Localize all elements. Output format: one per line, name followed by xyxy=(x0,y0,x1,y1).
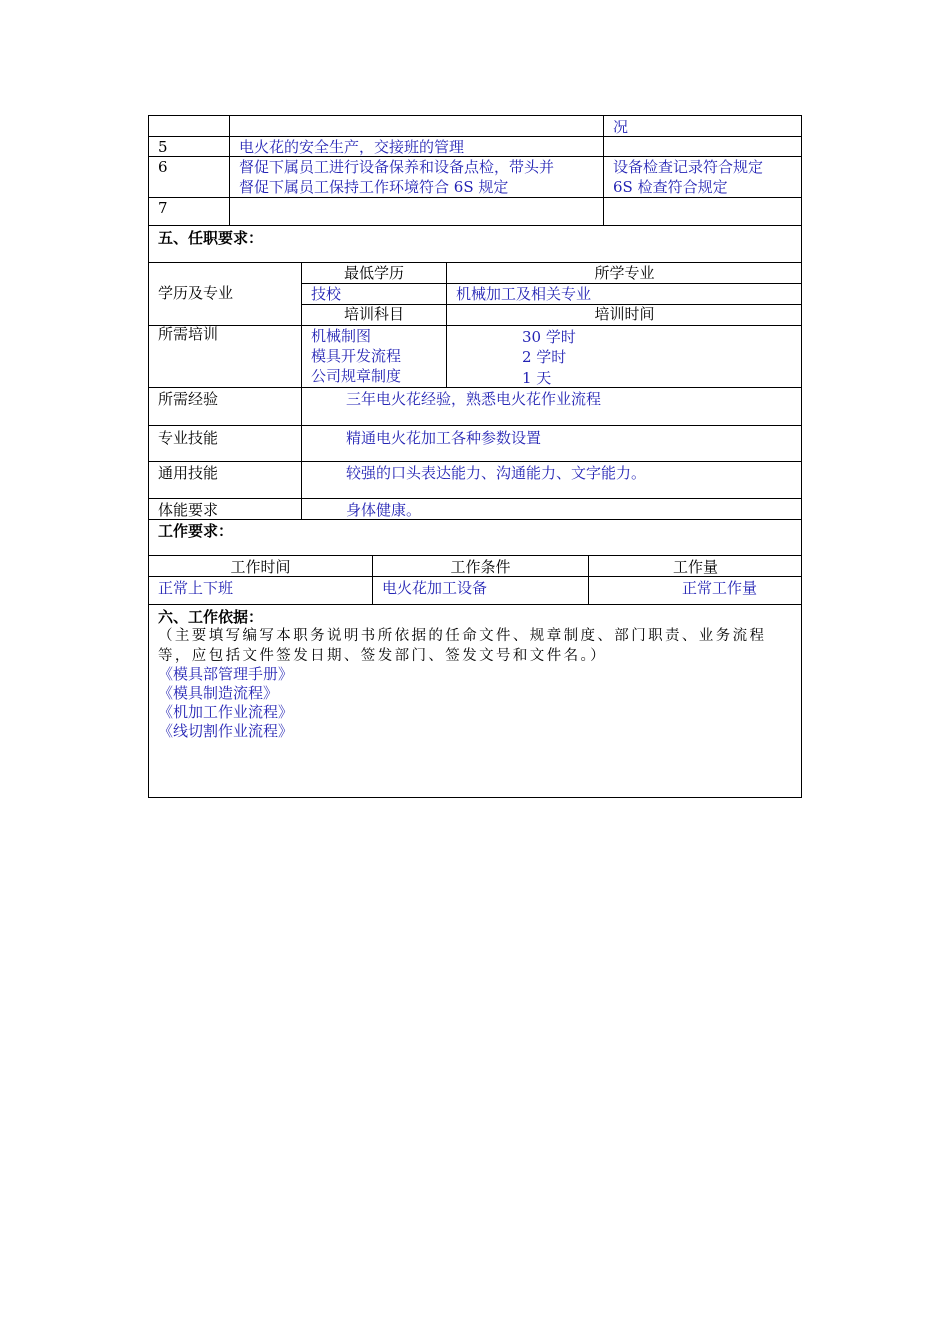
duty-row-6-no: 6 xyxy=(158,158,168,176)
work-condition-header: 工作条件 xyxy=(450,558,511,576)
work-basis-section xyxy=(148,604,802,798)
work-condition-value: 电火花加工设备 xyxy=(382,579,488,597)
work-time-value: 正常上下班 xyxy=(158,579,234,597)
qualifications-table xyxy=(148,225,802,605)
training-subject-header: 培训科目 xyxy=(343,305,404,323)
work-load-header: 工作量 xyxy=(672,558,718,576)
general-skill-value: 较强的口头表达能力、沟通能力、文字能力。 xyxy=(346,464,647,482)
training-time-2: 2 学时 xyxy=(522,348,567,366)
physical-label: 体能要求 xyxy=(158,501,219,519)
min-degree-value: 技校 xyxy=(311,285,342,303)
training-subject-1: 机械制图 xyxy=(311,327,372,345)
basis-doc-2: 《模具制造流程》 xyxy=(158,684,279,702)
education-label: 学历及专业 xyxy=(158,284,234,302)
basis-doc-1: 《模具部管理手册》 xyxy=(158,665,294,683)
work-load-value: 正常工作量 xyxy=(682,579,758,597)
duty-row-6-content-line2: 督促下属员工保持工作环境符合 6S 规定 xyxy=(239,178,509,196)
professional-skill-value: 精通电火花加工各种参数设置 xyxy=(346,429,542,447)
basis-doc-3: 《机加工作业流程》 xyxy=(158,703,294,721)
duty-row-6-content-line1: 督促下属员工进行设备保养和设备点检，带头并 xyxy=(239,158,555,176)
min-degree-header: 最低学历 xyxy=(343,264,404,282)
duty-row-prev-standard: 况 xyxy=(613,118,629,136)
duty-row-5-content: 电火花的安全生产，交接班的管理 xyxy=(239,138,465,156)
major-value: 机械加工及相关专业 xyxy=(456,285,592,303)
duty-row-6-standard-line2: 6S 检查符合规定 xyxy=(613,178,728,196)
duty-row-5-no: 5 xyxy=(158,138,168,156)
duty-row-6-standard-line1: 设备检查记录符合规定 xyxy=(613,158,764,176)
training-time-header: 培训时间 xyxy=(594,305,655,323)
training-time-1: 30 学时 xyxy=(522,328,576,346)
section6-title: 六、工作依据： xyxy=(158,608,264,626)
training-time-3: 1 天 xyxy=(522,369,552,387)
physical-value: 身体健康。 xyxy=(346,501,422,519)
basis-doc-4: 《线切割作业流程》 xyxy=(158,722,294,740)
training-subject-2: 模具开发流程 xyxy=(311,347,402,365)
experience-label: 所需经验 xyxy=(158,390,219,408)
professional-skill-label: 专业技能 xyxy=(158,429,219,447)
major-header: 所学专业 xyxy=(594,264,655,282)
section5-title: 五、任职要求： xyxy=(158,229,264,247)
duty-table xyxy=(148,115,802,226)
work-requirements-title: 工作要求： xyxy=(158,522,234,540)
training-label: 所需培训 xyxy=(158,325,219,343)
duty-row-7-no: 7 xyxy=(158,199,168,217)
work-time-header: 工作时间 xyxy=(230,558,291,576)
general-skill-label: 通用技能 xyxy=(158,464,219,482)
training-subject-3: 公司规章制度 xyxy=(311,367,402,385)
experience-value: 三年电火花经验，熟悉电火花作业流程 xyxy=(346,390,602,408)
section6-note: （主要填写编写本职务说明书所依据的任命文件、规章制度、部门职责、业务流程等，应包括文件签发日期、签发部门、签发文号和文件名。） xyxy=(158,628,767,664)
